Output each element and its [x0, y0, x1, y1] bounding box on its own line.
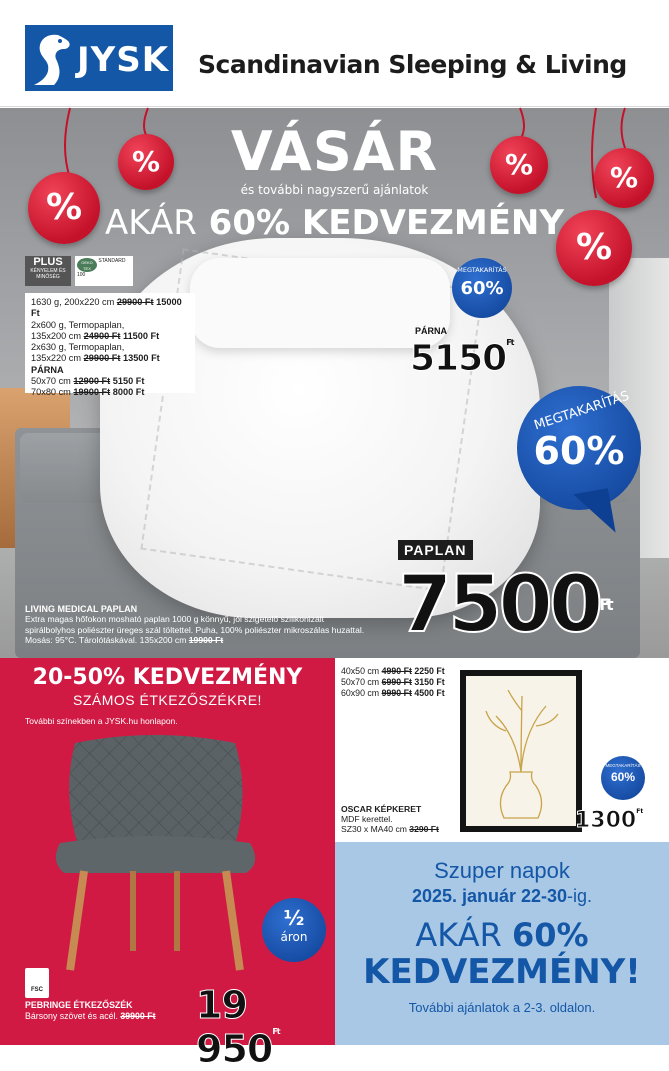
header — [0, 0, 669, 107]
frame-price: $1300^{Ft}$ — [575, 808, 644, 833]
promo-line-1: Szuper napok — [434, 858, 570, 883]
promo-more-offers[interactable]: További ajánlatok a 2-3. oldalon. — [408, 1000, 596, 1015]
jysk-logo[interactable] — [25, 25, 173, 91]
spec-line: 1630 g, 200x220 cm 29900 Ft 15000 Ft — [31, 297, 182, 319]
plus-badge — [25, 256, 71, 286]
spec-line: 135x220 cm 29900 Ft 13500 Ft — [31, 353, 160, 364]
chair-offer-panel — [0, 658, 335, 1071]
percent-ornament-1: % — [28, 172, 100, 244]
chair-image — [50, 733, 260, 978]
promo-line-3: AKÁR 60% — [415, 916, 589, 954]
duvet-savings-badge: MEGTAKARÍTÁS 60% — [517, 386, 641, 510]
tagline: Scandinavian Sleeping & Living — [198, 50, 627, 79]
oeko-tex-logo-icon: OEKO TEX — [77, 258, 97, 272]
spec-line: 135x200 cm 24900 Ft 11500 Ft — [31, 330, 160, 341]
pillow-price: $5150^{Ft}$ — [410, 338, 514, 379]
promo-line-4: KEDVEZMÉNY! — [363, 952, 641, 992]
duvet-spec-box — [25, 293, 195, 398]
promo-dates: 2025. január 22-30-ig. — [411, 886, 593, 906]
frame-savings-badge: MEGTAKARÍTÁS 60% — [601, 756, 645, 800]
percent-ornament-2: % — [118, 134, 174, 190]
frame-product-info: OSCAR KÉPKERET MDF kerettel. SZ30 x MA40 cm 3290 Ft — [341, 804, 439, 835]
hero-headline — [0, 203, 669, 243]
spec-line: 50x70 cm 6990 Ft 3150 Ft — [341, 677, 445, 687]
logo-text: JYSK — [77, 40, 170, 80]
hero-banner — [0, 108, 669, 658]
chair-offer-subtitle: SZÁMOS ÉTKEZŐSZÉKRE! — [73, 692, 262, 708]
pillow-price-label: PÁRNA — [415, 326, 448, 336]
spec-line: 70x80 cm 19900 Ft 8000 Ft — [31, 387, 145, 398]
percent-ornament-4: % — [594, 148, 654, 208]
duvet-price: $7500^{Ft}$ — [398, 560, 610, 650]
super-days-promo — [335, 842, 669, 1045]
frame-specs — [341, 666, 445, 699]
half-price-badge: ½ áron — [262, 898, 326, 962]
spec-parna-title: PÁRNA — [31, 364, 64, 375]
hero-subtitle: és további nagyszerű ajánlatok — [240, 183, 429, 197]
picture-frame-image — [460, 670, 582, 832]
oeko-tex-small: STANDARD 100 — [77, 258, 126, 278]
spec-line: 40x50 cm 4990 Ft 2250 Ft — [341, 666, 445, 676]
oeko-tex-badge — [75, 256, 133, 286]
frame-offer-panel — [335, 658, 669, 842]
hero-title: VÁSÁR — [230, 120, 439, 183]
chair-offer-title: 20-50% KEDVEZMÉNY — [32, 665, 303, 690]
headline-prefix: AKÁR — [104, 203, 197, 243]
spec-line: 2x600 g, Termopaplan, — [31, 319, 125, 330]
headline-main: 60% KEDVEZMÉNY — [208, 203, 565, 243]
goose-logo-icon — [28, 29, 76, 87]
fsc-logo-icon: FSC — [25, 968, 49, 998]
duvet-description: LIVING MEDICAL PAPLAN Extra magas hőfokon mosható paplan 1000 g könnyű, jól szigetelő szilikonizált spirálbolyhos poliészter üreges szál töltettel. Puha, 100% poliészter mikroszálas huzattal. Mosás: 95°C. Tárolótáskával. 135x200 cm 19900 Ft — [25, 604, 365, 646]
chair-offer-note: További színekben a JYSK.hu honlapon. — [25, 716, 178, 726]
plus-badge-text: PLUS — [33, 256, 63, 268]
duvet-price-label: PAPLAN — [398, 540, 473, 560]
spec-line: 2x630 g, Termopaplan, — [31, 342, 125, 353]
percent-ornament-5: % — [556, 210, 632, 286]
spec-line: 50x70 cm 12900 Ft 5150 Ft — [31, 376, 145, 387]
vase-artwork — [466, 676, 576, 826]
pillow-savings-badge: MEGTAKARÍTÁS 60% — [452, 258, 512, 318]
percent-ornament-3: % — [490, 136, 548, 194]
plus-badge-small: KÉNYELEM ÉS MINŐSÉG — [30, 268, 66, 280]
spec-line: 60x90 cm 9990 Ft 4500 Ft — [341, 688, 445, 698]
chair-product-info: PEBRINGE ÉTKEZŐSZÉK Bársony szövet és acél. 39900 Ft — [25, 1000, 156, 1021]
chair-price: 19 $950^{Ft}$ — [196, 983, 280, 1071]
